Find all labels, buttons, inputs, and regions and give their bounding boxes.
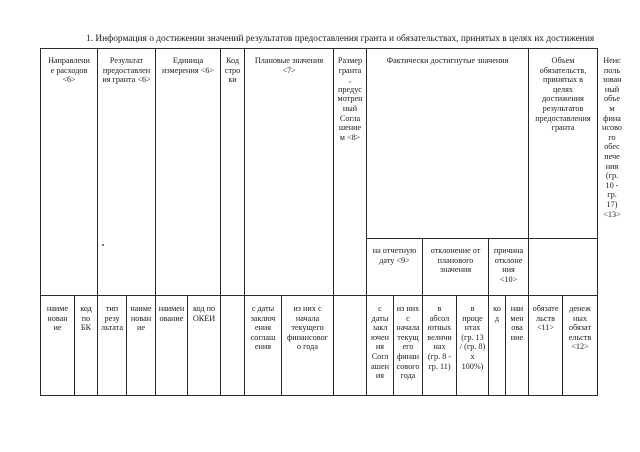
cell-text-line: значения	[439, 265, 472, 275]
cell-text-line: наи	[510, 304, 524, 313]
cell-text-line: ние	[510, 332, 524, 342]
cell-text-line: результатов	[542, 103, 584, 113]
header-planned-values	[245, 56, 333, 75]
cell-text-line: д	[494, 313, 500, 323]
col-actual-current-year	[394, 304, 422, 381]
cell-text-line: начала	[295, 313, 320, 323]
cell-text-line: (гр. 13	[461, 332, 484, 342]
cell-text-line: величи	[427, 332, 452, 342]
cell-text-line: целях	[553, 84, 573, 94]
cell-text-line: гранта	[551, 123, 575, 133]
cell-text-line: тип	[105, 304, 119, 313]
header-grant-amount	[334, 56, 366, 142]
cell-text-line: Согла	[339, 113, 361, 123]
cell-text-line: наиме	[46, 304, 69, 313]
col-plan-current-year	[282, 304, 333, 352]
cell-text-line: на отчетную	[372, 246, 417, 255]
cell-text-line: о года	[297, 342, 318, 352]
cell-text-line: ный	[342, 103, 358, 113]
cell-text-line: с даты	[251, 304, 275, 313]
col-reason-code	[489, 304, 505, 323]
cell-text-line: Фактически достигнутые значения	[386, 56, 509, 65]
cell-text-line: с	[406, 313, 410, 323]
cell-text-line: 10 -	[605, 180, 619, 190]
col-result-type	[98, 304, 126, 333]
cell-text-line: <12>	[571, 342, 589, 352]
cell-text-line: <6>	[62, 75, 76, 85]
cell-text-line: код	[80, 304, 92, 313]
cell-text-line: ных	[573, 313, 587, 323]
col-okei-code	[188, 304, 220, 323]
cell-text-line: ючен	[371, 332, 389, 342]
cell-text-line: (гр. 8 -	[427, 351, 452, 361]
cell-text-line: обес	[604, 142, 620, 152]
cell-text-line: ия	[375, 342, 385, 352]
col-actual-since-agreement	[367, 304, 393, 381]
cell-text-line: Единица	[172, 56, 204, 65]
cell-text-line: Код	[225, 56, 240, 65]
cell-text-line: из них с	[293, 304, 322, 313]
cell-text-line: ютных	[427, 323, 452, 333]
cell-text-line: ко	[493, 304, 501, 313]
cell-text-line: наиме	[130, 304, 152, 313]
cell-text-line: дату <9>	[379, 255, 410, 265]
header-unit	[156, 56, 220, 75]
cell-text-line: объе	[604, 94, 620, 104]
cell-text-line: обязат	[568, 323, 592, 333]
cell-text-line: обязательств,	[539, 65, 587, 75]
cell-text-line: даты	[371, 313, 389, 323]
header-row-code	[221, 56, 244, 85]
cell-text-line: гранта	[338, 65, 362, 75]
cell-text-line: предоставления	[535, 113, 591, 123]
cell-text-line: предус	[338, 84, 362, 94]
subheader-deviation	[423, 246, 488, 275]
cell-text-line: Размер	[337, 56, 363, 65]
cell-text-line: / (гр. 8)	[459, 342, 486, 352]
cell-text-line: (гр.	[605, 171, 619, 181]
col-unit-name	[156, 304, 187, 323]
cell-text-line: м	[609, 103, 615, 113]
cell-text-line: Согл	[371, 351, 389, 361]
cell-text-line: наимен	[158, 304, 185, 313]
cell-text-line: из них	[396, 304, 420, 313]
col-deviation-absolute	[423, 304, 456, 371]
cell-text-line: его	[402, 342, 414, 352]
cell-text-line: ный	[604, 84, 620, 94]
cell-text-line: абсол	[429, 313, 450, 323]
cell-text-line: с	[378, 304, 382, 313]
cell-text-line: гр. 11)	[428, 361, 451, 371]
cell-text-line: измерения <6>	[162, 65, 214, 75]
cell-text-line: ова	[511, 323, 523, 333]
cell-text-line: предоставлен	[102, 65, 151, 75]
cell-text-line: ,	[348, 75, 352, 85]
subheader-deviation-reason	[489, 246, 528, 284]
cell-text-line: ование	[159, 313, 184, 323]
cell-text-line: стро	[224, 65, 241, 75]
col-deviation-percent	[457, 304, 488, 371]
col-monetary-obligations	[563, 304, 597, 352]
cell-text-line: фина	[603, 113, 621, 123]
subheader-reporting-date	[367, 246, 422, 265]
cell-text-line: ие	[136, 323, 145, 333]
cell-text-line: ения	[254, 342, 272, 352]
cell-text-line: нован	[47, 313, 68, 323]
cell-text-line: нтах	[464, 323, 481, 333]
cell-text-line: пече	[604, 151, 620, 161]
col-obligations	[529, 304, 562, 333]
cell-text-line: зован	[602, 75, 622, 85]
cell-text-line: причина	[493, 246, 524, 255]
cell-text-line: отклонение от	[430, 246, 481, 255]
header-actual-values	[367, 56, 528, 66]
cell-text-line: начала	[396, 323, 420, 333]
col-plan-since-agreement	[245, 304, 281, 352]
cell-text-line: ки	[228, 75, 237, 85]
cell-text-line: текущего	[291, 323, 324, 333]
cell-text-line: Плановые значения	[254, 56, 324, 65]
col-reason-name	[506, 304, 528, 342]
cell-text-line: закл	[372, 323, 388, 333]
cell-text-line: в	[437, 304, 442, 313]
cell-text-line: ие	[53, 323, 62, 333]
cell-text-line: ельств	[568, 332, 592, 342]
header-unused-financing	[598, 56, 626, 219]
cell-text-line: резу	[104, 313, 120, 323]
cell-text-line: сового	[396, 361, 420, 371]
cell-text-line: по	[81, 313, 91, 323]
cell-text-line: ения	[254, 323, 272, 333]
cell-text-line: ия	[375, 371, 385, 381]
cell-text-line: Результат	[109, 56, 144, 65]
cell-text-line: проце	[462, 313, 483, 323]
scan-speck	[102, 244, 104, 246]
cell-text-line: денеж	[569, 304, 591, 313]
cell-text-line: принятых в	[542, 75, 584, 85]
header-obligations-volume	[529, 56, 597, 133]
cell-text-line: Направлени	[48, 56, 90, 65]
cell-text-line: БК	[80, 323, 92, 333]
cell-text-line: е расходов	[50, 65, 88, 75]
cell-text-line: 17)	[606, 199, 618, 209]
cell-text-line: ашен	[371, 361, 389, 371]
col-bk-code	[75, 304, 97, 333]
cell-text-line: ния	[502, 265, 515, 275]
cell-text-line: достижения	[542, 94, 584, 104]
cell-text-line: финан	[396, 351, 420, 361]
cell-text-line: <13>	[603, 209, 621, 219]
cell-text-line: мен	[510, 313, 524, 323]
cell-text-line: код по	[192, 304, 216, 313]
cell-text-line: соглаш	[250, 332, 276, 342]
cell-text-line: шение	[338, 123, 362, 133]
cell-text-line: поль	[603, 65, 621, 75]
page-title: 1. Информация о достижении значений результатов предоставления гранта и обязательствах, принятых в целях их достижения	[86, 34, 595, 44]
cell-text-line: <7>	[282, 65, 296, 75]
cell-text-line: м <8>	[339, 132, 361, 142]
cell-text-line: ия гранта <6>	[102, 75, 151, 85]
cell-text-line: ОКЕИ	[192, 313, 216, 323]
cell-text-line: отклоне	[494, 255, 523, 265]
cell-text-line: обязате	[532, 304, 559, 313]
cell-text-line: текущ	[397, 332, 419, 342]
cell-text-line: 100%)	[461, 361, 484, 371]
cell-text-line: в	[470, 304, 475, 313]
header-expense-direction	[41, 56, 97, 85]
cell-text-line: нах	[433, 342, 446, 352]
cell-text-line: планового	[437, 255, 474, 265]
cell-text-line: льтата	[101, 323, 123, 333]
cell-text-line: года	[400, 371, 416, 381]
col-result-name	[127, 304, 155, 333]
cell-text-line: x	[470, 351, 475, 361]
cell-text-line: нсово	[601, 123, 622, 133]
cell-text-line: заключ	[250, 313, 276, 323]
col-expense-name	[41, 304, 74, 333]
cell-text-line: финансовог	[286, 332, 329, 342]
cell-text-line: Объем	[551, 56, 575, 65]
header-grant-result	[98, 56, 155, 85]
cell-text-line: нован	[130, 313, 152, 323]
cell-text-line: мотрен	[337, 94, 363, 104]
cell-text-line: Неис	[603, 56, 621, 65]
cell-text-line: <11>	[536, 323, 555, 333]
cell-text-line: <10>	[499, 274, 518, 284]
cell-text-line: ния	[605, 161, 619, 171]
cell-text-line: го	[608, 132, 616, 142]
cell-text-line: гр.	[607, 190, 617, 200]
cell-text-line: льств	[536, 313, 555, 323]
